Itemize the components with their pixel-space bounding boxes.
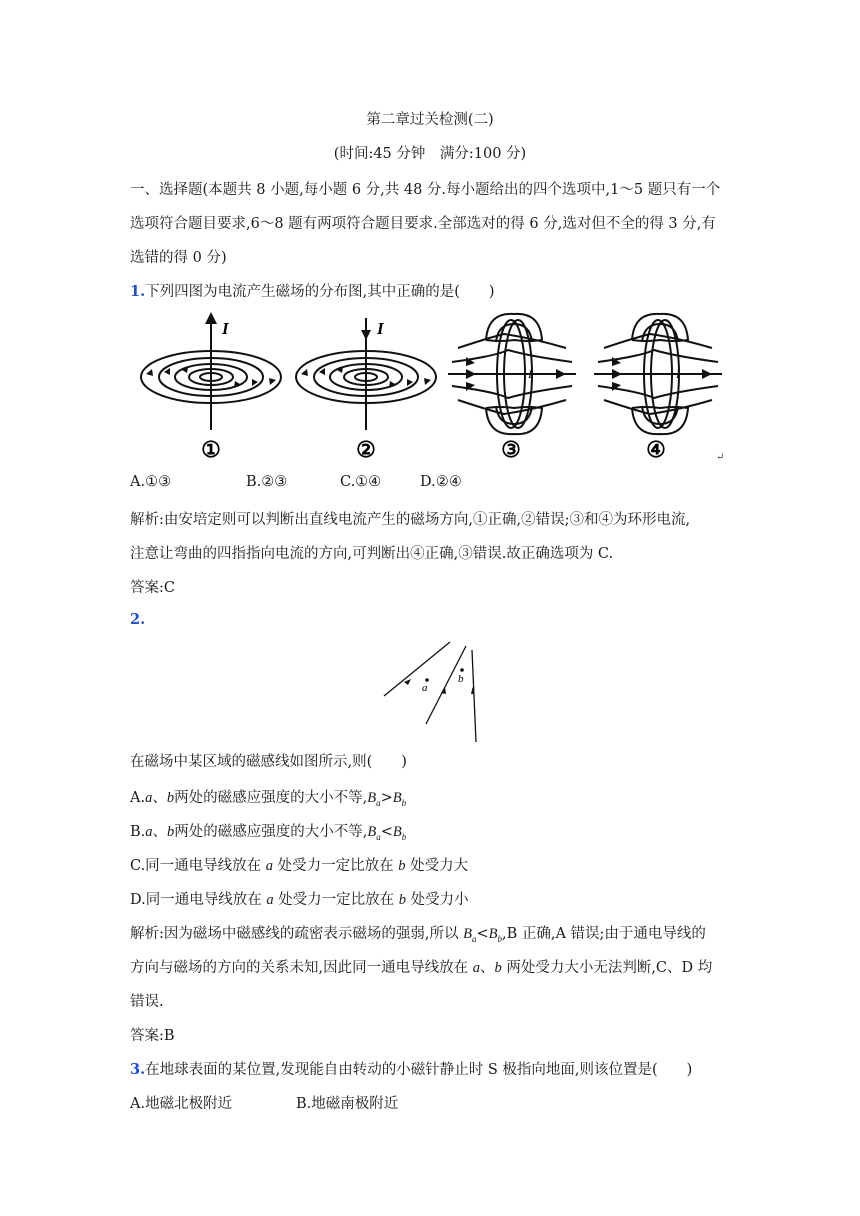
operator: < <box>476 926 489 942</box>
page-title: 第二章过关检测(二) <box>366 112 494 128</box>
option-prefix: A. <box>130 790 146 806</box>
option-c: C.①④ <box>340 474 382 490</box>
sub-a: a <box>376 797 381 808</box>
analysis-text: 方向与磁场的方向的关系未知,因此同一通电导线放在 <box>130 960 473 976</box>
sub-a: a <box>471 933 477 944</box>
q2-option-b <box>130 822 406 847</box>
var-b: b <box>398 892 407 908</box>
operator: < <box>380 824 393 840</box>
sep: 、 <box>152 824 168 840</box>
question-number: 1. <box>130 283 146 300</box>
option-text: D.同一通电导线放在 <box>130 892 267 908</box>
analysis-text: 两处受力大小无法判断,C、D 均 <box>501 960 713 976</box>
var-a: a <box>145 824 153 840</box>
option-d: D.②④ <box>420 474 462 490</box>
magnetic-field-figure <box>136 312 726 462</box>
operator: > <box>380 790 393 806</box>
option-b: B.②③ <box>246 474 288 490</box>
question-stem: 下列四图为电流产生磁场的分布图,其中正确的是( ) <box>145 284 495 300</box>
var-a: a <box>266 892 274 908</box>
var-B: B <box>367 790 377 806</box>
q2-analysis-line-3: 错误. <box>130 994 164 1010</box>
option-text: 两处的磁感应强度的大小不等, <box>174 824 368 840</box>
question-1 <box>130 282 495 302</box>
sub-b: b <box>401 797 407 808</box>
var-a: a <box>145 790 153 806</box>
panel-label-2: ② <box>356 437 376 462</box>
option-a: A.①③ <box>130 474 172 490</box>
option-text: C.同一通电导线放在 <box>130 858 266 874</box>
q1-analysis-line-2: 注意让弯曲的四指指向电流的方向,可判断出④正确,③错误.故正确选项为 C. <box>130 546 614 562</box>
var-b: b <box>166 790 175 806</box>
question-2-number <box>130 610 145 630</box>
sep: 、 <box>152 790 167 806</box>
sub-b: b <box>497 933 502 944</box>
analysis-text: ,B 正确,A 错误;由于通电导线的 <box>501 926 706 942</box>
panel-label-1: ① <box>201 437 221 462</box>
section-intro-line-2: 选项符合题目要求,6～8 题有两项符合题目要求.全部选对的得 6 分,选对但不全的得 3 分,有 <box>130 216 716 232</box>
option-text: 处受力大 <box>405 858 469 874</box>
var-b: b <box>494 960 502 976</box>
current-label-1: I <box>222 319 229 338</box>
var-B: B <box>392 824 402 840</box>
current-label-2: I <box>377 319 384 338</box>
option-text: 处受力一定比放在 <box>273 892 399 908</box>
q1-answer: 答案:C <box>130 580 175 596</box>
current-label-3: I <box>528 367 532 381</box>
q2-analysis-line-2 <box>130 958 712 978</box>
section-intro-line-3: 选错的得 0 分) <box>130 250 227 266</box>
q2-analysis-line-1 <box>130 924 706 949</box>
sep: 、 <box>479 960 495 976</box>
option-a: A.地磁北极附近 <box>130 1096 233 1112</box>
q2-option-d <box>130 890 469 910</box>
point-b-label: b <box>458 673 464 685</box>
question-3 <box>130 1060 692 1080</box>
option-b: B.地磁南极附近 <box>296 1096 399 1112</box>
option-text: 处受力小 <box>406 892 469 908</box>
option-text: 处受力一定比放在 <box>273 858 399 874</box>
paragraph-mark: ↵ <box>716 452 725 463</box>
q2-option-c <box>130 856 468 876</box>
analysis-text: 解析:因为磁场中磁感线的疏密表示磁场的强弱,所以 <box>130 926 464 942</box>
panel-2-straight-current <box>296 318 436 430</box>
page-subtitle: (时间:45 分钟 满分:100 分) <box>333 146 527 162</box>
question-1-options <box>130 472 462 492</box>
question-number: 3. <box>130 1061 146 1078</box>
var-b: b <box>398 858 406 874</box>
var-b: b <box>167 824 175 840</box>
panel-1-straight-current <box>141 318 281 430</box>
section-intro-line-1: 一、选择题(本题共 8 小题,每小题 6 分,共 48 分.每小题给出的四个选项中,1～5 题只有一个 <box>130 182 721 198</box>
sub-b: b <box>401 831 407 842</box>
question-3-options <box>130 1094 398 1114</box>
var-B: B <box>367 824 377 840</box>
var-B: B <box>488 926 498 942</box>
panel-label-3: ③ <box>501 437 521 462</box>
q2-answer: 答案:B <box>130 1028 175 1044</box>
var-B: B <box>463 926 472 942</box>
option-text: 两处的磁感应强度的大小不等, <box>174 790 368 806</box>
var-B: B <box>392 790 402 806</box>
option-prefix: B. <box>130 824 146 840</box>
panel-label-4: ④ <box>646 437 666 462</box>
question-2-stem: 在磁场中某区域的磁感线如图所示,则( ) <box>130 754 407 770</box>
question-stem: 在地球表面的某位置,发现能自由转动的小磁针静止时 S 极指向地面,则该位置是( ) <box>145 1062 693 1078</box>
q2-option-a <box>130 788 406 813</box>
field-lines-figure <box>378 638 478 742</box>
q1-analysis-line-1: 解析:由安培定则可以判断出直线电流产生的磁场方向,①正确,②错误;③和④为环形电流, <box>130 512 691 528</box>
current-label-4: I <box>676 367 680 381</box>
var-a: a <box>265 858 274 874</box>
point-a-label: a <box>422 682 428 694</box>
question-number: 2. <box>130 611 146 628</box>
sub-a: a <box>376 831 381 842</box>
var-a: a <box>472 960 480 976</box>
